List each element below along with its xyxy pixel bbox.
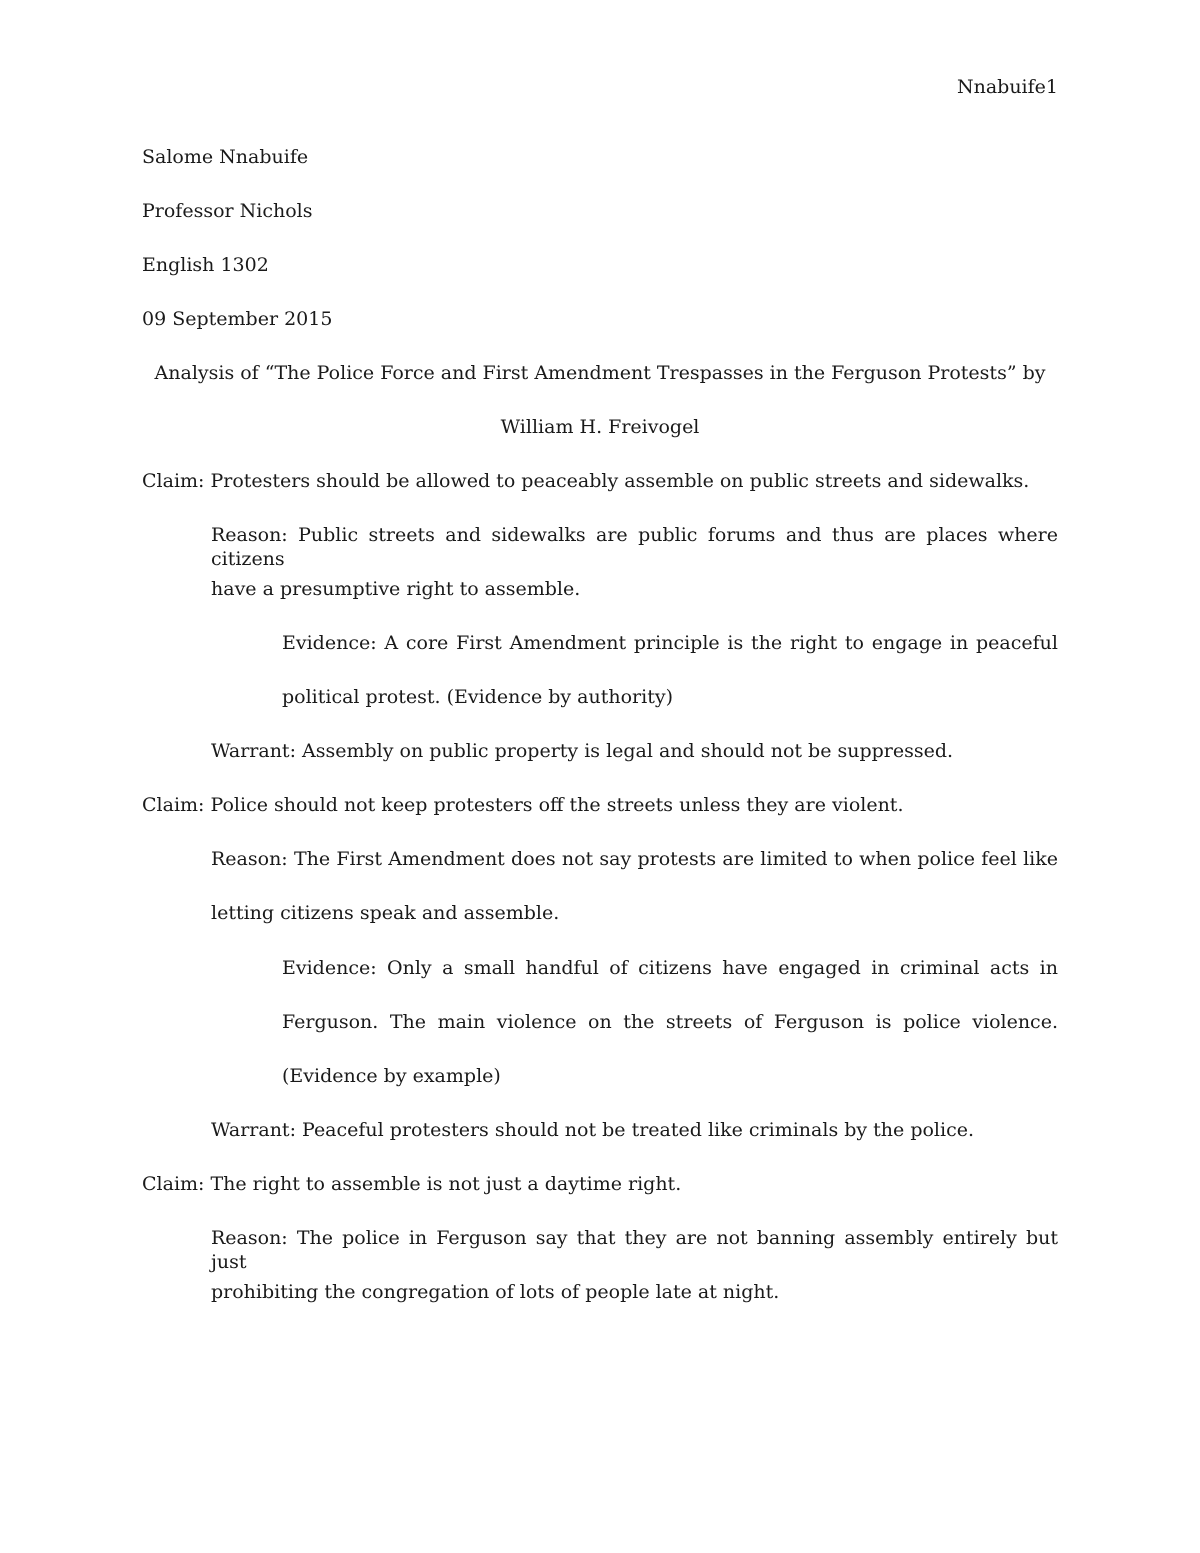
document-date: 09 September 2015 <box>142 308 333 330</box>
professor-name: Professor Nichols <box>142 200 313 222</box>
reason-1-line-2: have a presumptive right to assemble. <box>211 578 581 600</box>
reason-1-line-1: Reason: Public streets and sidewalks are public forums and thus are places where citizens <box>211 524 1058 570</box>
reason-2-line-2: letting citizens speak and assemble. <box>211 902 560 924</box>
reason-3-line-1: Reason: The police in Ferguson say that they are not banning assembly entirely but just <box>211 1227 1058 1273</box>
warrant-1: Warrant: Assembly on public property is legal and should not be suppressed. <box>211 740 954 762</box>
claim-2: Claim: Police should not keep protesters off the streets unless they are violent. <box>142 794 904 816</box>
document-title-author: William H. Freivogel <box>500 416 700 438</box>
warrant-2: Warrant: Peaceful protesters should not be treated like criminals by the police. <box>211 1119 975 1141</box>
reason-3-line-2: prohibiting the congregation of lots of people late at night. <box>211 1281 780 1303</box>
evidence-2-line-1: Evidence: Only a small handful of citizens have engaged in criminal acts in <box>282 957 1058 979</box>
claim-1: Claim: Protesters should be allowed to peaceably assemble on public streets and sidewalks. <box>142 470 1030 492</box>
evidence-2-line-2: Ferguson. The main violence on the streets of Ferguson is police violence. <box>282 1011 1058 1033</box>
claim-3: Claim: The right to assemble is not just a daytime right. <box>142 1173 682 1195</box>
reason-2-line-1: Reason: The First Amendment does not say protests are limited to when police feel like <box>211 848 1058 870</box>
document-title: Analysis of “The Police Force and First Amendment Trespasses in the Ferguson Protests” by <box>154 362 1046 384</box>
student-name: Salome Nnabuife <box>142 146 309 168</box>
course-name: English 1302 <box>142 254 269 276</box>
evidence-2-line-3: (Evidence by example) <box>282 1065 501 1087</box>
evidence-1-line-2: political protest. (Evidence by authority) <box>282 686 673 708</box>
evidence-1-line-1: Evidence: A core First Amendment principle is the right to engage in peaceful <box>282 632 1058 654</box>
running-head: Nnabuife1 <box>956 76 1058 98</box>
